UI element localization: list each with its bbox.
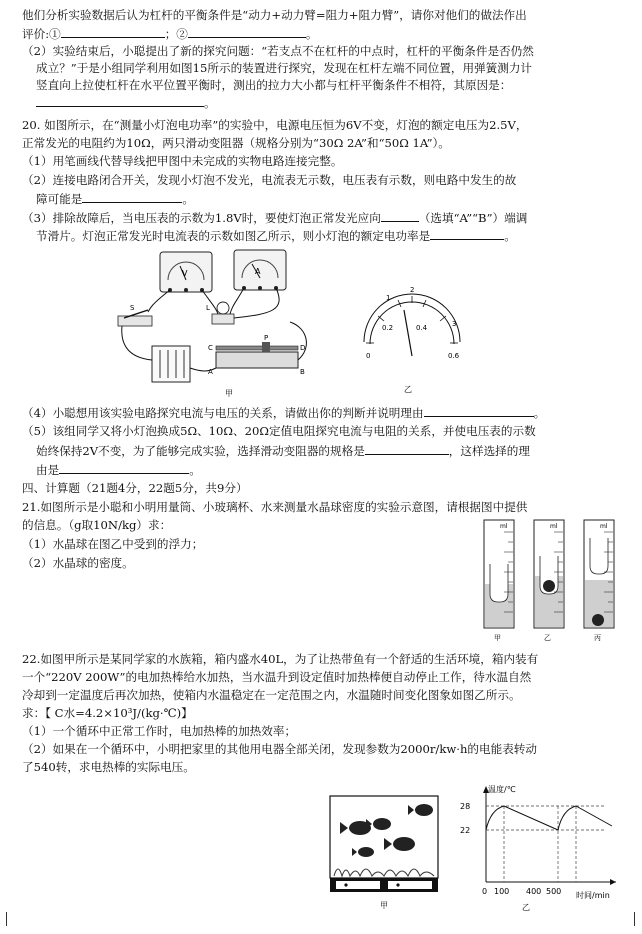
rheostat-label-d: D <box>300 344 306 352</box>
answer-blank-rheostat[interactable] <box>365 443 449 455</box>
xtick-0: 0 <box>482 887 488 896</box>
cylinder-yi-caption: 乙 <box>544 634 551 642</box>
rheostat-label-p: P <box>264 334 269 342</box>
graph-xlabel: 时间/min <box>576 891 610 900</box>
graph-caption: 乙 <box>522 903 530 912</box>
q22-line-3: 冷却到一定温度后再次加热，使箱内水温稳定在一定范围之内，水温随时间变化图象如图乙所示。 <box>22 688 521 702</box>
q20-line-6: （3）排除故障后，当电压表的示数为1.8V时，要使灯泡正常发光应向 （选填“A”“B”）端调 <box>22 211 528 225</box>
ytick-22: 22 <box>460 826 471 835</box>
cylinder-jia-unit: ml <box>500 523 508 530</box>
cylinder-yi-unit: ml <box>550 523 558 530</box>
ytick-28: 28 <box>460 802 471 811</box>
q20-line-7: 节滑片。灯泡正常发光时电流表的示数如图乙所示，则小灯泡的额定电功率是 。 <box>36 229 516 243</box>
dial-tick-0-6: 0.6 <box>448 352 460 360</box>
dial-caption: 乙 <box>404 385 412 394</box>
dial-tick-1: 1 <box>386 294 391 302</box>
q22-line-1: 22.如图甲所示是某同学家的水族箱，箱内盛水40L，为了让热带鱼有一个舒适的生活环境，箱内装有 <box>22 652 539 666</box>
battery <box>152 346 190 382</box>
q22-line-7: 了540转，求电热棒的实际电压。 <box>22 760 195 774</box>
crop-mark-bottom-left <box>6 912 21 926</box>
cylinders-figure <box>476 514 626 642</box>
q19-text-line-1: 他们分析实验数据后认为杠杆的平衡条件是“动力+动力臂=阻力+阻力臂”，请你对他们的做法作出 <box>22 8 527 22</box>
cylinder-jia-caption: 甲 <box>494 634 501 642</box>
answer-blank-why[interactable] <box>59 462 189 474</box>
answer-blank-power[interactable] <box>430 228 504 240</box>
answer-blank-3[interactable] <box>36 95 204 107</box>
q21-line-2: 的信息。（g取10N/kg）求： <box>22 518 172 532</box>
dial-tick-0-4: 0.4 <box>416 324 428 332</box>
q19-text-line-5: 竖直向上拉使杠杆在水平位置平衡时，测出的拉力大小都与杠杆平衡条件不相符，其原因是： <box>36 78 512 92</box>
q20-line-10: 始终保持2V不变，为了能够完成实验，选择滑动变阻器的规格是 ，这样选择的理 <box>36 444 530 458</box>
q21-line-4: （2）水晶球的密度。 <box>22 556 134 570</box>
circuit-figure <box>112 248 322 398</box>
q20-line-8: （4）小聪想用该实验电路探究电流与电压的关系，请做出你的判断并说明理由 。 <box>22 406 546 420</box>
ammeter-label: A <box>255 267 261 276</box>
answer-blank-direction[interactable] <box>381 210 419 222</box>
q20-line-11: 由是 。 <box>36 463 201 477</box>
aquarium-figure <box>326 792 442 912</box>
cylinder-bing <box>584 520 614 642</box>
dial-tick-3: 3 <box>452 320 457 328</box>
cylinder-bing-caption: 丙 <box>594 634 601 642</box>
crop-mark-bottom-right <box>620 912 635 926</box>
voltmeter <box>160 252 212 292</box>
rheostat-label-b: B <box>300 368 305 376</box>
q20-line-1: 20. 如图所示，在“测量小灯泡电功率”的实验中，电源电压恒为6V不变，灯泡的额定电压为2.5V， <box>22 118 528 132</box>
q22-line-6: （2）如果在一个循环中，小明把家里的其他用电器全部关闭，发现参数为2000r/kw·h的电能表转动 <box>22 742 537 756</box>
graph-ylabel: 温度/℃ <box>488 785 516 794</box>
temperature-graph <box>456 778 634 914</box>
rheostat-label-a: A <box>208 368 213 376</box>
switch <box>118 304 152 326</box>
q21-line-3: （1）水晶球在图乙中受到的浮力； <box>22 537 204 551</box>
ammeter <box>234 250 286 290</box>
answer-blank-2[interactable] <box>188 26 306 38</box>
q22-line-5: （1）一个循环中正常工作时，电加热棒的加热效率； <box>22 724 297 738</box>
dial-tick-0: 0 <box>366 352 371 360</box>
dial-tick-2: 2 <box>410 286 415 294</box>
q20-line-5: 障可能是 。 <box>36 192 194 206</box>
circuit-caption: 甲 <box>225 389 233 398</box>
answer-blank-1[interactable] <box>61 26 165 38</box>
graph-guides <box>486 806 606 882</box>
ammeter-dial-figure <box>352 286 472 396</box>
q19-text-line-4: 成立？”于是小组同学利用如图15所示的装置进行探究，发现在杠杆左端不同位置，用弹簧测力计 <box>36 61 533 75</box>
q19-text-line-3: （2）实验结束后，小聪提出了新的探究问题：“若支点不在杠杆的中点时，杠杆的平衡条件是否仍然 <box>22 44 534 58</box>
rheostat-label-c: C <box>208 344 213 352</box>
cylinder-bing-unit: ml <box>600 523 608 530</box>
q20-line-3: （1）用笔画线代替导线把甲图中未完成的实物电路连接完整。 <box>22 154 343 168</box>
switch-label: S <box>130 304 135 312</box>
xtick-400: 400 <box>526 887 542 896</box>
cylinder-jia <box>484 520 514 642</box>
q20-line-2: 正常发光的电阻约为10Ω，两只滑动变阻器（规格分别为“30Ω 2A”和“50Ω 1A”）。 <box>22 136 450 150</box>
q22-line-4: 求：【 C水=4.2×10³J/(kg·℃)】 <box>22 706 193 720</box>
rheostat <box>208 334 305 376</box>
q20-line-4: （2）连接电路闭合开关，发现小灯泡不发光，电流表无示数，电压表有示数，则电路中发生的故 <box>22 173 517 187</box>
q20-line-9: （5）该组同学又将小灯泡换成5Ω、10Ω、20Ω定值电阻探究电流与电阻的关系，并使电压表的示数 <box>22 424 536 438</box>
temperature-curve <box>486 806 612 830</box>
q21-line-1: 21.如图所示是小聪和小明用量筒、小玻璃杯、水来测量水晶球密度的实验示意图，请根据图中提供 <box>22 500 528 514</box>
q19-text-line-6: 。 <box>36 95 624 111</box>
aquarium-caption: 甲 <box>380 901 388 910</box>
answer-blank-reason[interactable] <box>424 405 534 417</box>
xtick-100: 100 <box>494 887 510 896</box>
dial-tick-0-2: 0.2 <box>382 324 394 332</box>
q19-text-line-2: 评价:① ；② 。 <box>22 27 318 41</box>
q22-line-2: 一个“220V 200W”的电加热棒给水加热，当水温升到设定值时加热棒便自动停止工作，待水温自然 <box>22 670 532 684</box>
voltmeter-label: V <box>182 269 188 278</box>
lamp-label: L <box>206 304 210 312</box>
answer-blank-fault[interactable] <box>82 191 182 203</box>
cylinder-yi <box>534 520 564 642</box>
section-4-heading: 四、计算题（21题4分，22题5分，共9分） <box>22 481 248 495</box>
xtick-500: 500 <box>546 887 562 896</box>
